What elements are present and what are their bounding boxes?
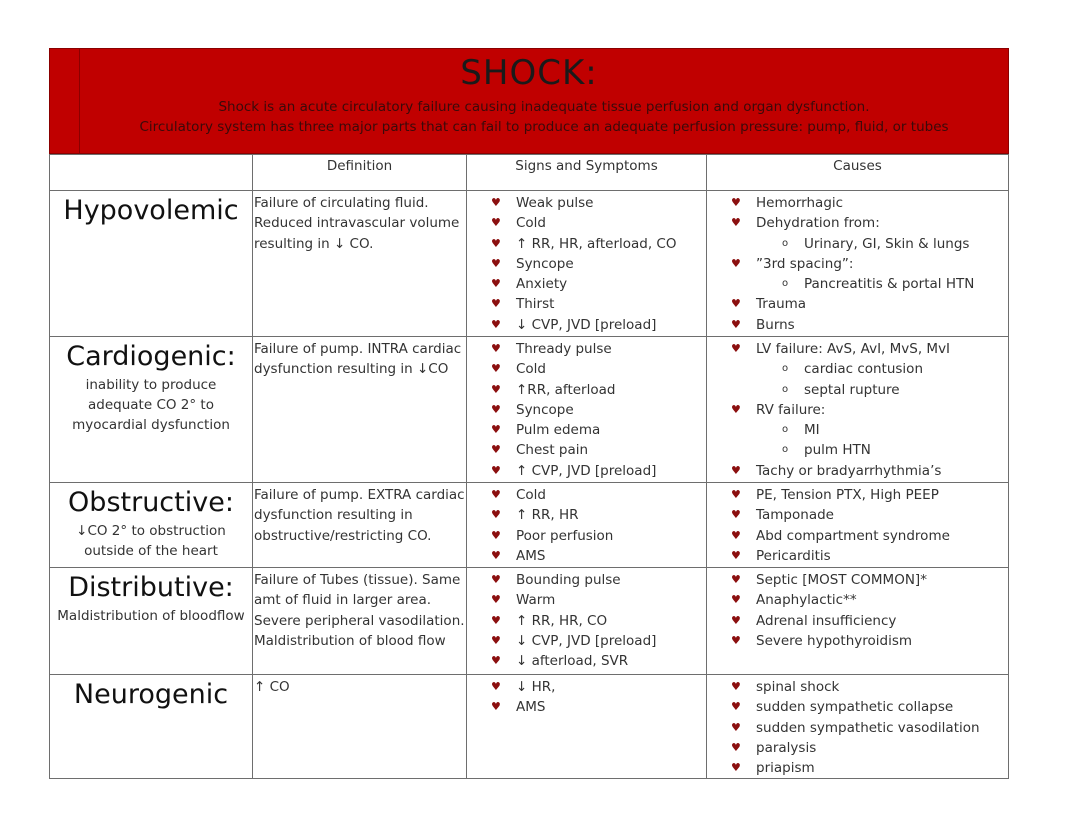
cause-text: sudden sympathetic vasodilation [756,719,980,736]
sign-text: Cold [516,361,547,378]
cause-item [707,461,1008,481]
signs-list [467,337,706,481]
shock-type-description: Maldistribution of bloodflow [57,608,245,624]
heart-bullet-icon: ♥ [731,463,741,477]
sign-text: Poor perfusion [516,527,614,544]
causes-list [707,337,1008,481]
cause-item [707,697,1008,717]
sign-text: Pulm edema [516,422,601,439]
heart-bullet-icon: ♥ [491,236,501,250]
heart-bullet-icon: ♥ [731,216,741,230]
heart-bullet-icon: ♥ [731,680,741,693]
shock-type-cell [50,675,253,779]
cause-item [707,570,1008,590]
sign-text: Thready pulse [516,341,612,357]
cause-text: Trauma [756,296,807,313]
sign-text: ↓ HR, [516,679,556,695]
signs-cell [467,337,707,483]
sign-text: ↓ CVP, JVD [preload] [516,632,657,649]
cause-subitem [707,234,1008,254]
heart-bullet-icon: ♥ [491,277,501,291]
cause-text: Septic [MOST COMMON]* [756,572,927,588]
sign-text: Bounding pulse [516,572,621,588]
signs-cell [467,568,707,675]
heart-bullet-icon: ♥ [731,317,741,331]
heart-bullet-icon: ♥ [491,342,501,355]
cause-text: LV failure: AvS, AvI, MvS, MvI [756,341,951,357]
definition-cell: Failure of pump. EXTRA cardiac dysfunction resulting in obstructive/restricting CO. [253,483,467,568]
sign-text: Weak pulse [516,195,594,211]
heart-bullet-icon: ♥ [491,654,501,668]
sign-item [467,590,706,610]
sign-item [467,611,706,631]
sign-item [467,526,706,546]
sign-text: ↑RR, afterload [516,381,616,398]
causes-list [707,675,1008,778]
sign-item [467,359,706,379]
shock-type-name: Distributive: [68,572,234,603]
circle-bullet-icon: o [782,424,789,436]
cause-text: Dehydration from: [756,215,880,232]
cause-text: Pericarditis [756,547,831,564]
sign-text: ↓ CVP, JVD [preload] [516,316,657,333]
heart-bullet-icon: ♥ [731,256,741,270]
sign-item [467,570,706,590]
sign-text: ↑ CVP, JVD [preload] [516,462,657,479]
cause-text: MI [804,422,820,439]
signs-list [467,191,706,335]
sign-item [467,213,706,233]
header-cell-definition: Definition [253,155,467,191]
banner-description-line-2: Circulatory system has three major parts that can fail to produce an adequate perfusion pressure: pump, fluid, or tubes [139,119,949,135]
causes-cell [707,675,1009,779]
circle-bullet-icon: o [782,363,789,375]
heart-bullet-icon: ♥ [731,720,741,734]
cause-text: septal rupture [804,381,900,398]
heart-bullet-icon: ♥ [491,573,501,586]
heart-bullet-icon: ♥ [731,761,741,775]
cause-text: paralysis [756,739,817,756]
cause-text: sudden sympathetic collapse [756,699,954,716]
sign-text: Cold [516,487,547,503]
circle-bullet-icon: o [782,383,789,395]
sign-text: Cold [516,215,547,232]
shock-type-name: Cardiogenic: [66,341,236,372]
cause-item [707,505,1008,525]
cause-text: RV failure: [756,401,826,418]
sign-item [467,234,706,254]
heart-bullet-icon: ♥ [731,342,741,355]
heart-bullet-icon: ♥ [491,382,501,396]
sign-item [467,697,706,717]
cause-text: Anaphylactic** [756,592,857,609]
sign-text: Thirst [516,296,555,313]
page-title: SHOCK: [460,53,598,93]
heart-bullet-icon: ♥ [731,297,741,311]
shock-type-cell [50,191,253,337]
causes-list [707,568,1008,651]
sign-item [467,294,706,314]
heart-bullet-icon: ♥ [731,740,741,754]
sign-item [467,380,706,400]
cause-text: Hemorrhagic [756,195,844,211]
cause-item [707,546,1008,566]
heart-bullet-icon: ♥ [731,633,741,647]
cause-item [707,718,1008,738]
heart-bullet-icon: ♥ [731,196,741,209]
sign-text: AMS [516,547,546,564]
sign-text: Syncope [516,401,574,418]
sign-item [467,651,706,671]
sign-item [467,485,706,505]
cause-item [707,294,1008,314]
sign-item [467,193,706,213]
cause-text: pulm HTN [804,442,871,459]
shock-type-cell [50,337,253,483]
cause-text: Tachy or bradyarrhythmia’s [756,462,942,479]
heart-bullet-icon: ♥ [491,297,501,311]
cause-subitem [707,420,1008,440]
causes-list [707,191,1008,335]
cause-text: priapism [756,760,815,777]
banner-description-line-1: Shock is an acute circulatory failure causing inadequate tissue perfusion and organ dysfunction. [218,99,870,115]
cause-item [707,339,1008,359]
shock-type-name: Neurogenic [73,679,229,710]
sign-item [467,461,706,481]
sign-text: Chest pain [516,442,589,459]
heart-bullet-icon: ♥ [731,508,741,522]
table-row [50,337,1009,483]
cause-text: Severe hypothyroidism [756,632,913,649]
sign-item [467,254,706,274]
cause-subitem [707,380,1008,400]
table-row [50,568,1009,675]
signs-list [467,675,706,718]
table-row [50,191,1009,337]
heart-bullet-icon: ♥ [491,402,501,416]
title-banner [49,48,1009,154]
sign-text: Warm [516,592,556,609]
cause-item [707,631,1008,651]
shock-type-name: Hypovolemic [63,195,239,226]
heart-bullet-icon: ♥ [491,423,501,437]
sign-item [467,631,706,651]
cause-text: ”3rd spacing”: [756,255,854,272]
heart-bullet-icon: ♥ [491,528,501,542]
cause-text: PE, Tension PTX, High PEEP [756,487,939,503]
circle-bullet-icon: o [782,237,789,249]
causes-list [707,483,1008,566]
cause-item [707,485,1008,505]
cause-subitem [707,274,1008,294]
signs-cell [467,191,707,337]
cause-subitem [707,440,1008,460]
header-row [50,155,1009,191]
heart-bullet-icon: ♥ [491,680,501,693]
heart-bullet-icon: ♥ [731,593,741,607]
shock-type-description: inability to produce adequate CO 2° to myocardial dysfunction [72,377,230,433]
cause-item [707,213,1008,233]
heart-bullet-icon: ♥ [731,402,741,416]
heart-bullet-icon: ♥ [731,700,741,714]
sign-item [467,420,706,440]
cause-text: Abd compartment syndrome [756,527,950,544]
shock-table [49,154,1009,779]
heart-bullet-icon: ♥ [491,443,501,457]
shock-type-cell [50,483,253,568]
cause-item [707,193,1008,213]
cause-text: Urinary, GI, Skin & lungs [804,235,970,252]
sign-item [467,440,706,460]
heart-bullet-icon: ♥ [491,613,501,627]
shock-type-name: Obstructive: [68,487,234,518]
cause-item [707,526,1008,546]
circle-bullet-icon: o [782,278,789,290]
sign-text: Anxiety [516,276,568,293]
heart-bullet-icon: ♥ [491,700,501,714]
heart-bullet-icon: ♥ [491,488,501,501]
definition-cell: ↑ CO [253,675,467,779]
heart-bullet-icon: ♥ [731,573,741,586]
cause-item [707,254,1008,274]
sign-text: ↑ RR, HR, afterload, CO [516,235,677,252]
causes-cell [707,568,1009,675]
heart-bullet-icon: ♥ [491,548,501,562]
sign-item [467,505,706,525]
cause-text: Adrenal insufficiency [756,612,897,629]
sign-text: ↑ RR, HR [516,507,579,524]
sign-text: Syncope [516,255,574,272]
sign-item [467,339,706,359]
circle-bullet-icon: o [782,444,789,456]
cause-item [707,758,1008,778]
cause-item [707,400,1008,420]
cause-text: cardiac contusion [804,361,924,378]
table-row [50,675,1009,779]
shock-type-cell [50,568,253,675]
heart-bullet-icon: ♥ [731,548,741,562]
signs-cell [467,675,707,779]
signs-list [467,568,706,671]
causes-cell [707,483,1009,568]
heart-bullet-icon: ♥ [491,362,501,376]
signs-cell [467,483,707,568]
cause-text: spinal shock [756,679,840,695]
header-cell-type [50,155,253,191]
causes-cell [707,191,1009,337]
heart-bullet-icon: ♥ [731,488,741,501]
heart-bullet-icon: ♥ [491,256,501,270]
heart-bullet-icon: ♥ [731,528,741,542]
sign-item [467,677,706,697]
cause-item [707,315,1008,335]
cause-text: Pancreatitis & portal HTN [804,276,975,293]
sign-item [467,274,706,294]
causes-cell [707,337,1009,483]
cause-item [707,677,1008,697]
heart-bullet-icon: ♥ [731,613,741,627]
cause-item [707,738,1008,758]
shock-type-description: ↓CO 2° to obstruction outside of the heart [76,523,226,559]
heart-bullet-icon: ♥ [491,463,501,477]
cause-item [707,611,1008,631]
sign-text: ↑ RR, HR, CO [516,612,608,629]
header-cell-causes: Causes [707,155,1009,191]
signs-list [467,483,706,566]
heart-bullet-icon: ♥ [491,508,501,522]
sign-item [467,315,706,335]
sign-item [467,546,706,566]
heart-bullet-icon: ♥ [491,216,501,230]
table-row [50,483,1009,568]
heart-bullet-icon: ♥ [491,633,501,647]
cause-item [707,590,1008,610]
cause-subitem [707,359,1008,379]
definition-cell: Failure of pump. INTRA cardiac dysfunction resulting in ↓CO [253,337,467,483]
cause-text: Tamponade [756,507,834,524]
shock-sheet [49,48,1009,779]
heart-bullet-icon: ♥ [491,196,501,209]
header-cell-signs: Signs and Symptoms [467,155,707,191]
cause-text: Burns [756,316,795,333]
definition-cell: Failure of circulating fluid. Reduced intravascular volume resulting in ↓ CO. [253,191,467,337]
heart-bullet-icon: ♥ [491,317,501,331]
sign-text: ↓ afterload, SVR [516,653,629,670]
sign-text: AMS [516,699,546,716]
sign-item [467,400,706,420]
heart-bullet-icon: ♥ [491,593,501,607]
definition-cell: Failure of Tubes (tissue). Same amt of fluid in larger area. Severe peripheral vasodilation. Maldistribution of blood flow [253,568,467,675]
